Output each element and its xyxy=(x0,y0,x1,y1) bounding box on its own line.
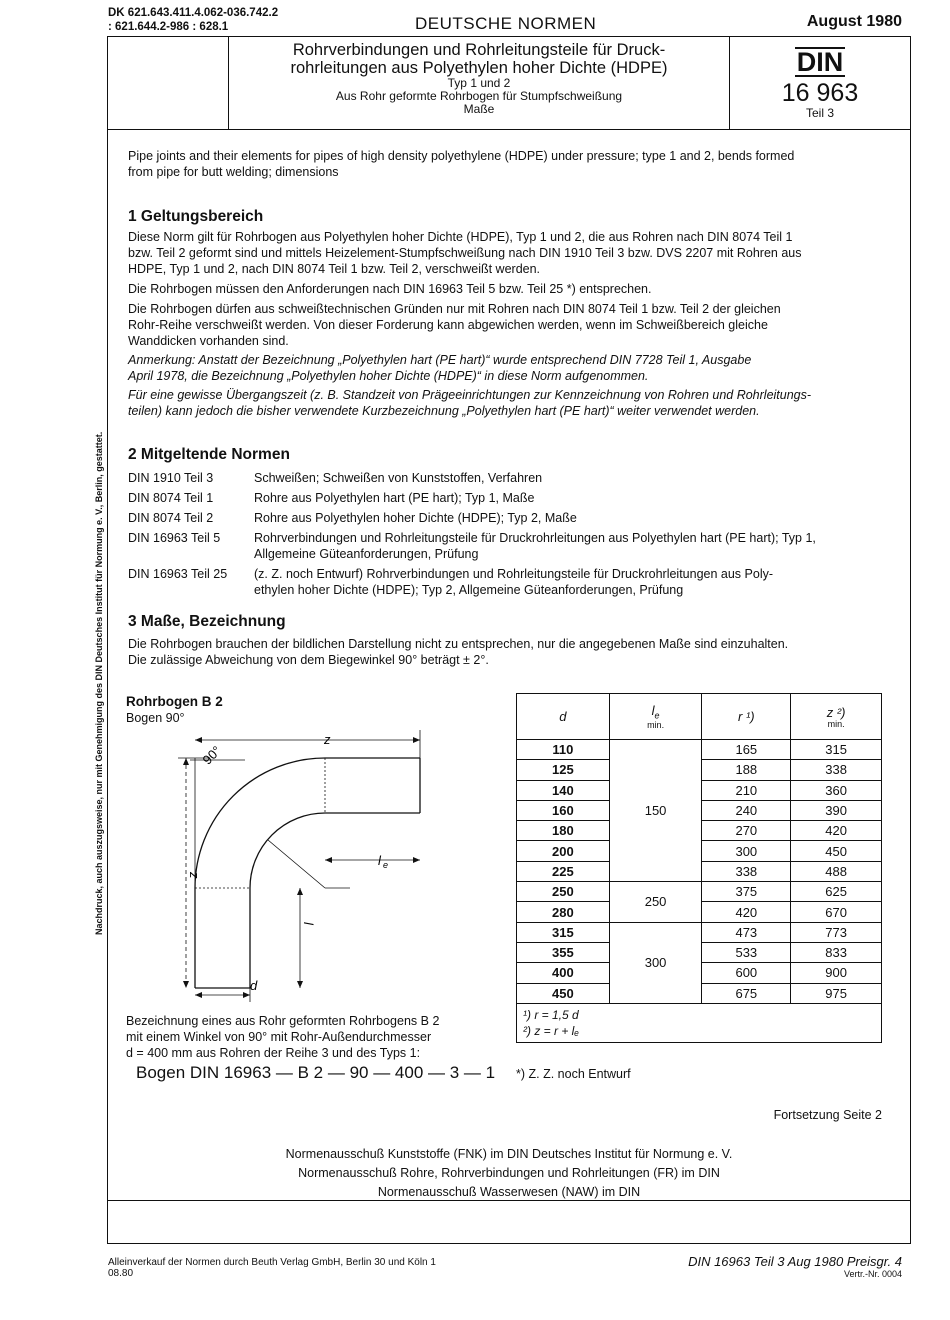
cell-z: 360 xyxy=(791,780,882,800)
table-row xyxy=(517,740,882,760)
cell-d: 250 xyxy=(517,882,610,902)
col-le-header xyxy=(609,694,702,740)
ref-code: DIN 1910 Teil 3 xyxy=(128,471,214,485)
s1-note2-l1: Für eine gewisse Übergangszeit (z. B. Standzeit von Prägeeinrichtungen zur Kennzeichnung von Rohren und Rohrleitungs- xyxy=(128,388,812,402)
ref-text: Rohre aus Polyethylen hart (PE hart); Typ 1, Maße xyxy=(254,491,535,505)
title-line-2: rohrleitungen aus Polyethylen hoher Dichte (HDPE) xyxy=(290,59,668,77)
ref-text-l2: ethylen hoher Dichte (HDPE); Typ 2, Allgemeine Güteanforderungen, Prüfung xyxy=(254,583,684,597)
ref-text-l1: Rohrverbindungen und Rohrleitungsteile für Druckrohrleitungen aus Polyethylen hart (PE hart); Typ 1, xyxy=(254,531,816,545)
arrow xyxy=(297,981,303,988)
table-row xyxy=(517,922,882,942)
s1-note2-l2: teilen) kann jedoch die bisher verwendete Kurzbezeichnung „Polyethylen hart (PE hart)“ weiter verwendet werden. xyxy=(128,404,760,418)
cell-z: 420 xyxy=(791,821,882,841)
cell-z: 833 xyxy=(791,942,882,962)
copyright-vertical-note: Nachdruck, auch auszugsweise, nur mit Genehmigung des DIN Deutsches Institut für Normung e. V., Berlin, gestattet. xyxy=(94,431,104,935)
cell-z: 670 xyxy=(791,902,882,922)
title-box xyxy=(107,36,911,130)
cell-d: 400 xyxy=(517,963,610,983)
designation-l2: mit einem Winkel von 90° mit Rohr-Außendurchmesser xyxy=(126,1030,432,1044)
din-number: 16 963 xyxy=(781,79,859,107)
cell-r: 165 xyxy=(702,740,791,760)
ref-text: Rohre aus Polyethylen hoher Dichte (HDPE); Typ 2, Maße xyxy=(254,511,577,525)
s1-note-l2: April 1978, die Bezeichnung „Polyethylen hoher Dichte (HDPE)“ in diese Norm aufgenommen. xyxy=(128,369,649,383)
cell-z: 900 xyxy=(791,963,882,983)
cell-z: 450 xyxy=(791,841,882,861)
ref-code: DIN 16963 Teil 25 xyxy=(128,567,228,581)
title-block xyxy=(229,41,729,116)
footer-left xyxy=(108,1257,436,1279)
s1-note-l1: Anmerkung: Anstatt der Bezeichnung „Polyethylen hart (PE hart)“ wurde entsprechend DIN 7728 Teil 1, Ausgabe xyxy=(128,353,752,367)
s1-p1-l1: Diese Norm gilt für Rohrbogen aus Polyethylen hoher Dichte (HDPE), Typ 1 und 2, die aus Rohren nach DIN 8074 Teil 1 xyxy=(128,230,793,244)
cell-le: 250 xyxy=(609,882,702,923)
english-title xyxy=(128,148,794,180)
col-le-min: min. xyxy=(647,719,665,730)
ref-row xyxy=(128,470,888,486)
title-sub-2: Aus Rohr geformte Rohrbogen für Stumpfschweißung xyxy=(335,89,623,103)
title-sub-1: Typ 1 und 2 xyxy=(447,76,511,90)
ref-text: Schweißen; Schweißen von Kunststoffen, Verfahren xyxy=(254,471,543,485)
col-le-symbol: l xyxy=(651,703,655,719)
cell-z: 625 xyxy=(791,882,882,902)
s3-p1: Die Rohrbogen brauchen der bildlichen Darstellung nicht zu entsprechen, nur die angegebenen Maße sind einzuhalten. xyxy=(128,637,789,651)
cell-z: 975 xyxy=(791,983,882,1003)
cell-z: 315 xyxy=(791,740,882,760)
cell-d: 160 xyxy=(517,800,610,820)
cell-r: 420 xyxy=(702,902,791,922)
s1-p2: Die Rohrbogen müssen den Anforderungen nach DIN 16963 Teil 5 bzw. Teil 25 *) entsprechen. xyxy=(128,282,652,296)
cell-r: 473 xyxy=(702,922,791,942)
footer-box xyxy=(107,1200,911,1244)
table-footnote-2: ²) z = r + lₑ xyxy=(523,1023,579,1038)
ref-text-l1: (z. Z. noch Entwurf) Rohrverbindungen und Rohrleitungsteile für Druckrohrleitungen aus Poly- xyxy=(254,567,774,581)
ref-text-l2: Allgemeine Güteanforderungen, Prüfung xyxy=(254,547,479,561)
designation-text xyxy=(126,1013,496,1061)
cell-d: 200 xyxy=(517,841,610,861)
arrow xyxy=(195,992,202,998)
dim-le-label: l xyxy=(378,853,381,868)
bend-drawing xyxy=(150,720,450,1010)
ref-code: DIN 16963 Teil 5 xyxy=(128,531,221,545)
udc-line-1: DK 621.643.411.4.062-036.742.2 xyxy=(108,7,279,19)
ref-row xyxy=(128,510,888,526)
cell-d: 280 xyxy=(517,902,610,922)
continuation-note: Fortsetzung Seite 2 xyxy=(773,1108,882,1122)
cell-d: 355 xyxy=(517,942,610,962)
cell-z: 338 xyxy=(791,760,882,780)
distribution-number: Vertr.-Nr. 0004 xyxy=(843,1269,902,1279)
table-row xyxy=(517,882,882,902)
s1-p1-l2: bzw. Teil 2 geformt sind und mittels Heizelement-Stumpfschweißung nach DIN 1910 Teil 3 bzw. DVS 2207 mit Rohren aus xyxy=(128,246,802,260)
table-footnotes-row xyxy=(517,1003,882,1042)
ref-code: DIN 8074 Teil 1 xyxy=(128,491,214,505)
cell-d: 315 xyxy=(517,922,610,942)
arrow xyxy=(297,888,303,895)
arrow xyxy=(413,737,420,743)
doc-reference: DIN 16963 Teil 3 Aug 1980 Preisgr. 4 xyxy=(688,1254,902,1269)
dim-le-vertical-label: l xyxy=(301,922,316,925)
s1-p3-l3: Wanddicken vorhanden sind. xyxy=(128,334,289,348)
col-z-header xyxy=(791,694,882,740)
section-3-heading: 3 Maße, Bezeichnung xyxy=(128,613,286,630)
cell-d: 225 xyxy=(517,861,610,881)
arrow xyxy=(243,992,250,998)
title-sub-3: Maße xyxy=(463,102,495,116)
s1-p3-l1: Die Rohrbogen dürfen aus schweißtechnischen Gründen nur mit Rohren nach DIN 8074 Teil 1 bzw. Teil 2 der gleichen xyxy=(128,302,781,316)
cell-le: 300 xyxy=(609,922,702,1003)
cell-z: 773 xyxy=(791,922,882,942)
col-r-header: r ¹) xyxy=(702,694,791,740)
cell-d: 125 xyxy=(517,760,610,780)
normative-references xyxy=(128,470,888,598)
cell-r: 188 xyxy=(702,760,791,780)
dim-z-side-label: z xyxy=(187,872,202,879)
designation-l3: d = 400 mm aus Rohren der Reihe 3 und des Typs 1: xyxy=(126,1046,421,1060)
dim-d-label: d xyxy=(250,978,258,993)
dim-le-sub: e xyxy=(383,860,389,870)
designation-example: Bogen DIN 16963 — B 2 — 90 — 400 — 3 — 1 xyxy=(136,1063,496,1082)
cell-r: 300 xyxy=(702,841,791,861)
english-title-line-2: from pipe for butt welding; dimensions xyxy=(128,165,339,179)
cell-d: 450 xyxy=(517,983,610,1003)
cell-z: 390 xyxy=(791,800,882,820)
section-1-heading: 1 Geltungsbereich xyxy=(128,208,264,225)
section-2-heading: 2 Mitgeltende Normen xyxy=(128,446,290,463)
din-part: Teil 3 xyxy=(805,106,834,120)
cell-r: 533 xyxy=(702,942,791,962)
section-1-body xyxy=(128,229,888,419)
arrow xyxy=(195,737,202,743)
ref-row xyxy=(128,566,888,598)
cell-r: 338 xyxy=(702,861,791,881)
s1-p1-l3: HDPE, Typ 1 und 2, nach DIN 8074 Teil 1 bzw. Teil 2, verschweißt werden. xyxy=(128,262,541,276)
table-footnotes xyxy=(517,1003,882,1042)
cell-d: 140 xyxy=(517,780,610,800)
ref-row xyxy=(128,530,888,562)
col-z-min: min. xyxy=(827,718,845,729)
cell-r: 210 xyxy=(702,780,791,800)
arrow xyxy=(413,857,420,863)
ref-text xyxy=(254,530,816,562)
issue-date: August 1980 xyxy=(806,13,902,30)
sales-note: Alleinverkauf der Normen durch Beuth Verlag GmbH, Berlin 30 und Köln 1 xyxy=(108,1257,436,1268)
arrow xyxy=(183,981,189,988)
col-d-header: d xyxy=(517,694,610,740)
cell-z: 488 xyxy=(791,861,882,881)
ref-text xyxy=(254,566,773,598)
committee-1: Normenausschuß Kunststoffe (FNK) im DIN Deutsches Institut für Normung e. V. xyxy=(285,1147,733,1161)
dimensions-table xyxy=(516,693,882,1043)
din-logo: DIN xyxy=(796,47,844,77)
print-date: 08.80 xyxy=(108,1268,134,1279)
udc-classification xyxy=(108,6,278,34)
table-footnote-1: ¹) r = 1,5 d xyxy=(523,1007,579,1022)
bend-inner-contour xyxy=(250,813,420,988)
section-3-body xyxy=(128,636,888,668)
ref-row xyxy=(128,490,888,506)
footer-right xyxy=(688,1254,902,1279)
english-title-line-1: Pipe joints and their elements for pipes of high density polyethylene (HDPE) under pressure; type 1 and 2, bends formed xyxy=(128,149,795,163)
s3-p2: Die zulässige Abweichung von dem Biegewinkel 90° beträgt ± 2°. xyxy=(128,653,489,667)
figure-subtitle: Bogen 90° xyxy=(126,711,185,725)
table-header-row xyxy=(517,694,882,740)
committee-2: Normenausschuß Rohre, Rohrverbindungen und Rohrleitungen (FR) im DIN xyxy=(298,1166,720,1180)
cell-r: 375 xyxy=(702,882,791,902)
cell-r: 240 xyxy=(702,800,791,820)
cell-le: 150 xyxy=(609,740,702,882)
committees xyxy=(107,1145,911,1202)
arrow xyxy=(183,758,189,765)
s1-p3-l2: Rohr-Reihe verschweißt werden. Von dieser Forderung kann abgewichen werden, wenn im Schweißbereich gleiche xyxy=(128,318,768,332)
dim-z-top-label: z xyxy=(324,732,331,747)
title-box-blank-cell xyxy=(108,37,229,129)
figure-title: Rohrbogen B 2 xyxy=(126,694,223,709)
cell-d: 180 xyxy=(517,821,610,841)
angle-label: 90° xyxy=(199,742,225,768)
col-le-sub: e xyxy=(654,710,660,721)
cell-r: 270 xyxy=(702,821,791,841)
title-line-1: Rohrverbindungen und Rohrleitungsteile für Druck- xyxy=(292,41,666,59)
udc-line-2: : 621.644.2-986 : 628.1 xyxy=(108,21,229,33)
series-title: DEUTSCHE NORMEN xyxy=(415,14,597,33)
designation-l1: Bezeichnung eines aus Rohr geformten Rohrbogens B 2 xyxy=(126,1014,440,1028)
cell-r: 600 xyxy=(702,963,791,983)
cell-r: 675 xyxy=(702,983,791,1003)
ref-code: DIN 8074 Teil 2 xyxy=(128,511,214,525)
cell-d: 110 xyxy=(517,740,610,760)
arrow xyxy=(325,857,332,863)
dimensions-table-wrap xyxy=(516,693,882,1043)
din-number-block xyxy=(729,37,910,129)
committee-3: Normenausschuß Wasserwesen (NAW) im DIN xyxy=(377,1185,641,1199)
col-z-symbol: z ²) xyxy=(826,704,846,720)
draft-footnote: *) Z. Z. noch Entwurf xyxy=(516,1067,631,1081)
radius-line xyxy=(268,840,325,888)
